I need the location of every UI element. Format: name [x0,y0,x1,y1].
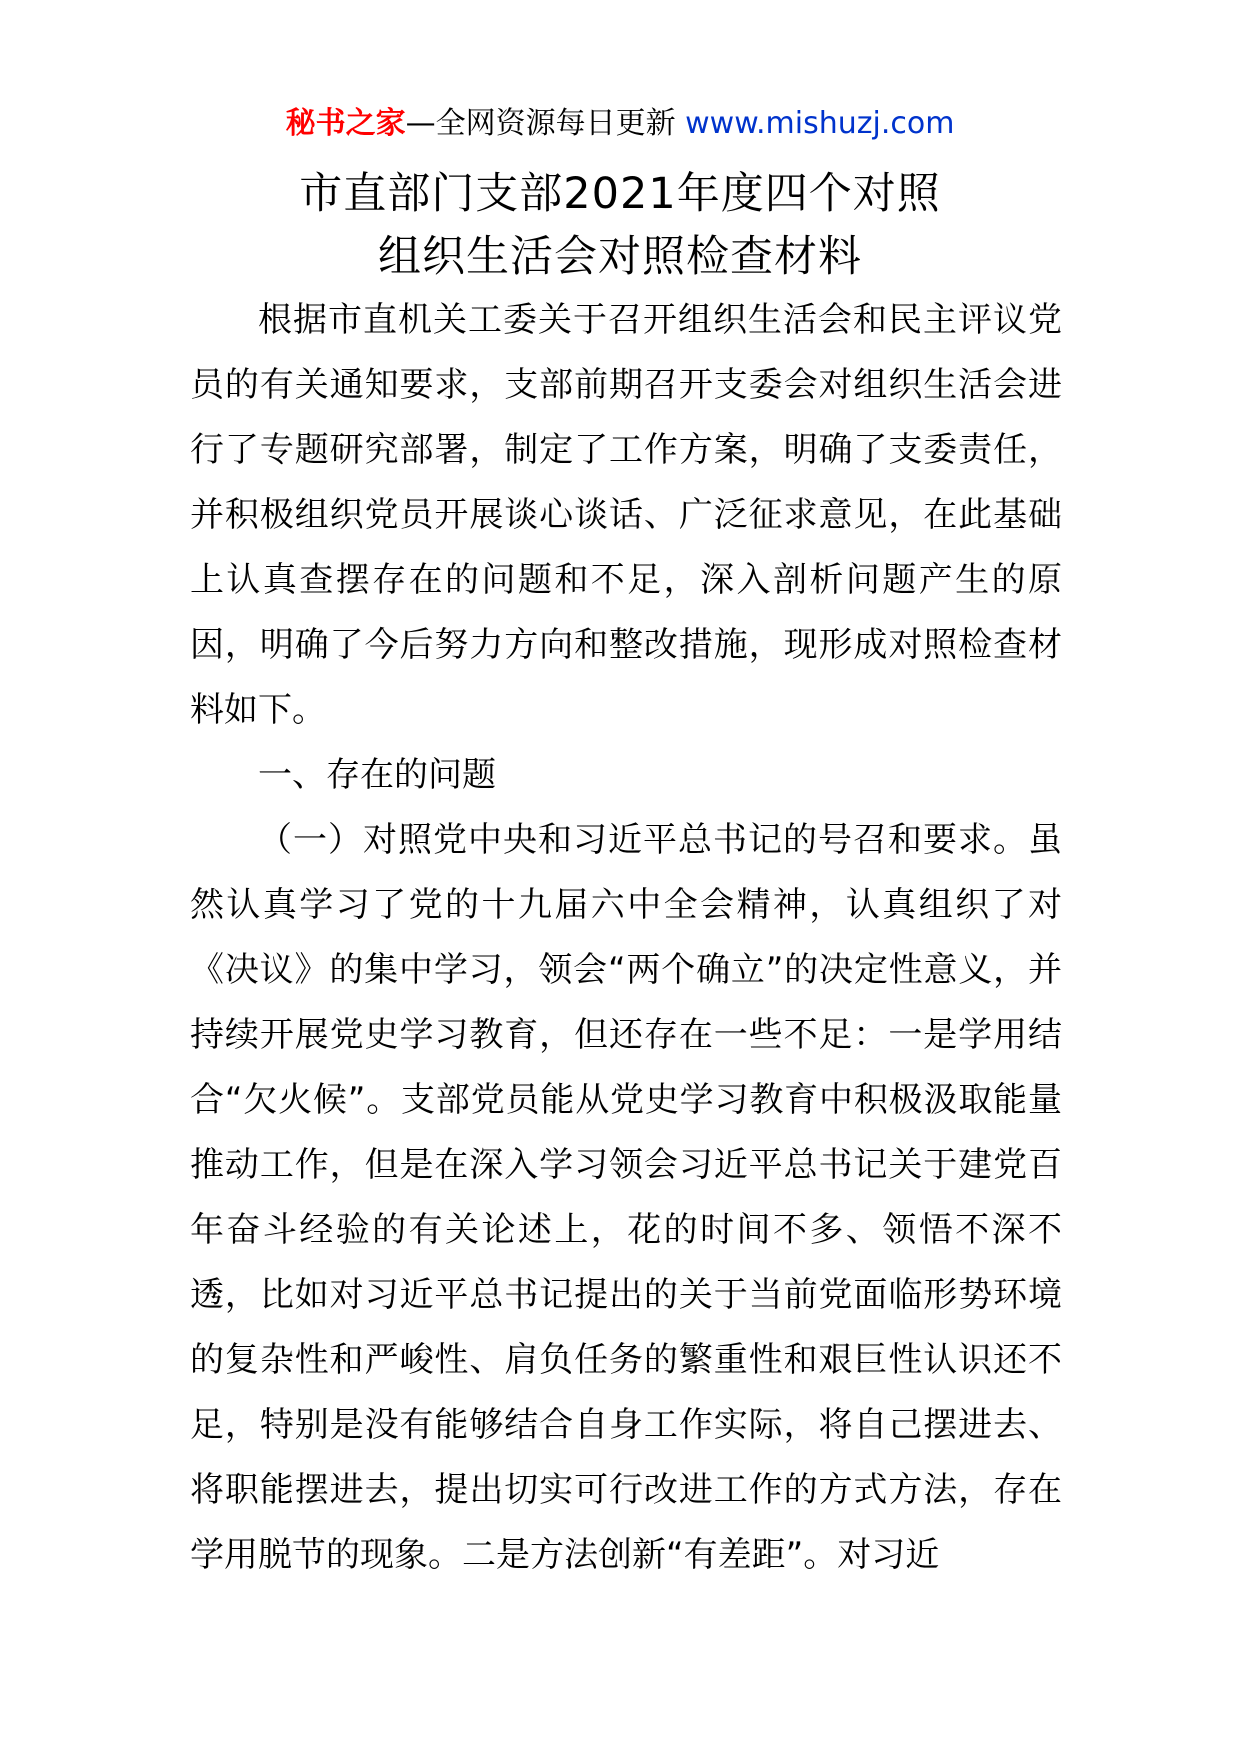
document-title-line-2: 组织生活会对照检查材料 [378,232,862,282]
section-heading: 一、存在的问题 [258,755,496,795]
site-url-link[interactable]: www.mishuzj.com [685,106,955,141]
site-header [0,104,1240,144]
brand-name: 秘书之家 [285,106,406,141]
header-slogan: —全网资源每日更新 [405,106,676,141]
section-paragraph: （一）对照党中央和习近平总书记的号召和要求。虽然认真学习了党的十九届六中全会精神，认真组织了对《决议》的集中学习，领会“两个确立”的决定性意义，并持续开展党史学习教育，但还存在一些不足：一是学用结合“欠火候”。支部党员能从党史学习教育中积极汲取能量推动工作，但是在深入学习领会习近平总书记关于建党百年奋斗经验的有关论述上，花的时间不多、领悟不深不透，比如对习近平总书记提出的关于当前党面临形势环境的复杂性和严峻性、肩负任务的繁重性和艰巨性认识还不足，特别是没有能够结合自身工作实际，将自己摆进去、将职能摆进去，提出切实可行改进工作的方式方法，存在学用脱节的现象。二是方法创新“有差距”。对习近 [190,820,1062,1575]
intro-paragraph: 根据市直机关工委关于召开组织生活会和民主评议党员的有关通知要求，支部前期召开支委会对组织生活会进行了专题研究部署，制定了工作方案，明确了支委责任，并积极组织党员开展谈心谈话、广泛征求意见，在此基础上认真查摆存在的问题和不足，深入剖析问题产生的原因，明确了今后努力方向和整改措施，现形成对照检查材料如下。 [190,300,1062,730]
document-title-line-1: 市直部门支部2021年度四个对照 [299,169,941,219]
